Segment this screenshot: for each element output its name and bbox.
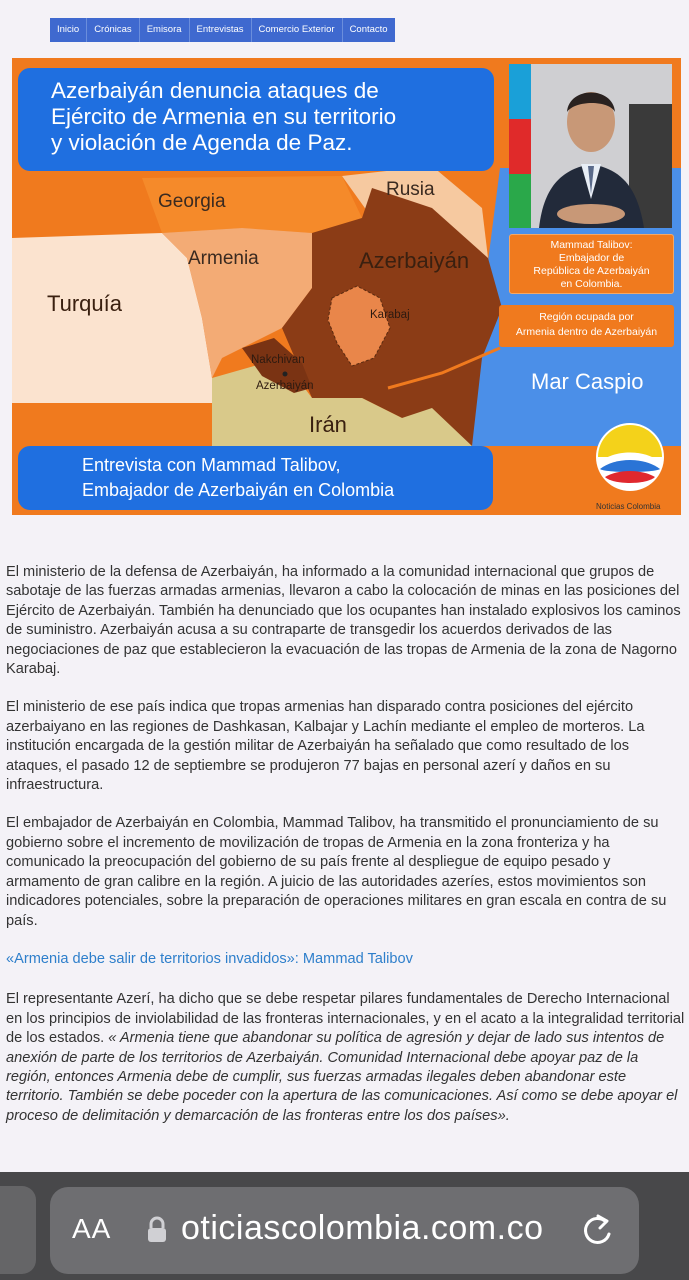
article-paragraph-2: El ministerio de ese país indica que tropas armenias han disparado contra posiciones del ejército azerbaiyano en las regiones de Dashkasan, Kalbajar y Lachín mediante el empleo de morteros. La institución encargada de la gestión militar de Azerbaiyán ha señalado que como resultado de los ataques, el pasado 12 de septiembre se produjeron 77 bajas en personal azerí y daños en su infraestructura. [6, 699, 645, 794]
headline-line-3: y violación de Agenda de Paz. [51, 130, 353, 155]
headline-line-2: Ejército de Armenia en su territorio [51, 104, 397, 129]
map-label-rusia: Rusia [386, 179, 435, 200]
lock-icon [146, 1216, 168, 1244]
map-label-armenia: Armenia [188, 248, 259, 269]
nav-comercio-exterior[interactable]: Comercio Exterior [252, 18, 343, 42]
photo-caption [509, 234, 674, 294]
article-body [6, 563, 686, 1145]
interview-line-2: Embajador de Azerbaiyán en Colombia [82, 480, 395, 500]
region-caption-line-2: Armenia dentro de Azerbaiyán [515, 326, 658, 338]
photo-caption-line-4: en Colombia. [560, 278, 623, 290]
region-caption [499, 305, 674, 347]
paragraph-4-text: El representante Azerí, ha dicho que se debe respetar pilares fundamentales de Derecho Internacional en los principios de inviolabilidad de las fronteras internacionales, y en el acato a la integralidad territorial de los estados. [6, 991, 685, 1047]
nav-cronicas[interactable]: Crónicas [87, 18, 140, 42]
photo-caption-line-3: República de Azerbaiyán [533, 265, 650, 277]
map-label-turquia: Turquía [47, 291, 123, 316]
article-paragraph-4 [6, 990, 686, 1126]
ambassador-photo [509, 64, 672, 228]
map-label-georgia: Georgia [158, 191, 226, 212]
previous-tab-pill[interactable] [0, 1186, 36, 1274]
headline-line-1: Azerbaiyán denuncia ataques de [51, 78, 379, 103]
article-paragraph-3: El embajador de Azerbaiyán en Colombia, Mammad Talibov, ha transmitido el pronunciamiento de su gobierno sobre el incremento de movilización de tropas de Armenia en la zona fronteriza y ha comunicado la preocupación del gobierno de su país frente al despliegue de equipo pesado y armamento de gran calibre en la región. A juicio de las autoridades azeríes, estos movimientos son indicadores potenciales, sobre la preparación de operaciones militares en gran escala en contra de su país. [6, 815, 667, 929]
map-label-azerbaiyan: Azerbaiyán [359, 248, 470, 273]
logo-text: Noticias Colombia [596, 502, 661, 511]
nav-emisora[interactable]: Emisora [140, 18, 190, 42]
nav-inicio[interactable]: Inicio [50, 18, 87, 42]
noticias-colombia-logo [593, 419, 667, 497]
nav-contacto[interactable]: Contacto [349, 24, 388, 35]
map-label-nakchivan: Nakchivan [251, 354, 305, 366]
article-paragraph-1: El ministerio de la defensa de Azerbaiyán, ha informado a la comunidad internacional que grupos de sabotaje de las fuerzas armadas armenias, llevaron a cabo la colocación de minas en las posiciones del Ejército de Azerbaiyán. También ha denunciado que los ocupantes han instalado explosivos los caminos de suministro. Azerbaiyán acusa a su contraparte de transgedir los acuerdos derivados de las negociaciones de paz que establecieron la evacuación de las tropas de Armenia de la zona de Nagorno Karabaj. [6, 564, 681, 678]
reload-icon[interactable] [580, 1208, 614, 1248]
photo-caption-line-1: Mammad Talibov: [550, 239, 633, 251]
map-label-karabaj: Karabaj [370, 309, 410, 321]
map-label-mar-caspio: Mar Caspio [531, 369, 644, 394]
nav-entrevistas[interactable]: Entrevistas [190, 18, 252, 42]
map-label-nakchivan-sub: Azerbaiyán [256, 380, 314, 392]
top-nav [50, 18, 395, 42]
interview-line-1: Entrevista con Mammad Talibov, [82, 455, 341, 475]
interview-box [18, 446, 493, 510]
headline-box [18, 68, 494, 171]
url-text[interactable]: oticiascolombia.com.co [181, 1209, 544, 1247]
ambassador-quote: « Armenia tiene que abandonar su política de agresión y dejar de lado sus intentos de anexión de parte de los territorios de Azerbaiyán. Comunidad Internacional debe apoyar paz de la región, entonces Armenia debe de cumplir, sus fuerzas armadas ilegales deben abandonar este territorio. También se debe poceder con la apertura de las comunicaciones. Así como se debe apoyar el proceso de delimitación y demarcación de las fronteras entre los dos países». [6, 1030, 678, 1124]
region-caption-line-1: Región ocupada por [539, 311, 634, 323]
related-article-link[interactable]: «Armenia debe salir de territorios invadidos»: Mammad Talibov [6, 950, 413, 967]
text-size-button[interactable]: AA [72, 1213, 112, 1244]
map-label-iran: Irán [309, 412, 347, 437]
photo-caption-line-2: Embajador de [558, 252, 625, 264]
hero-banner-image [12, 58, 681, 515]
